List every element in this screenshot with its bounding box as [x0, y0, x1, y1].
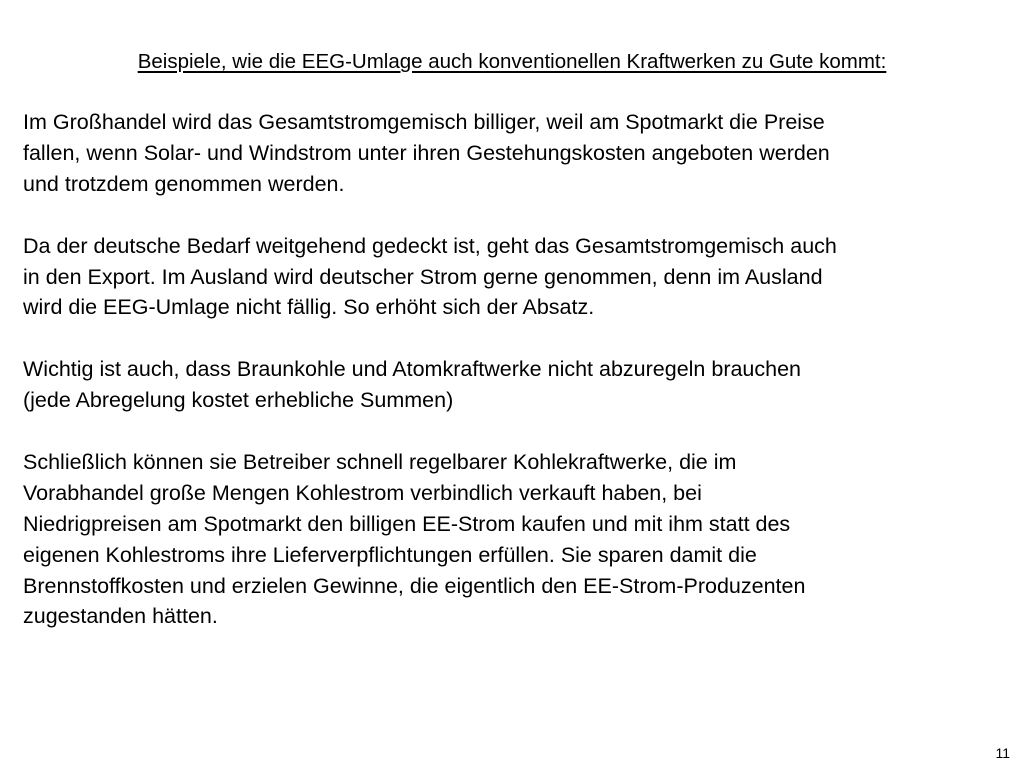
- text-line: Brennstoffkosten und erzielen Gewinne, die eigentlich den EE-Strom-Produzenten: [23, 573, 806, 598]
- page-number: 11: [995, 745, 1010, 761]
- text-line: (jede Abregelung kostet erhebliche Summen): [23, 388, 454, 413]
- text-line: Da der deutsche Bedarf weitgehend gedeckt ist, geht das Gesamtstromgemisch auch: [23, 233, 837, 258]
- text-line: Schließlich können sie Betreiber schnell regelbarer Kohlekraftwerke, die im: [23, 449, 737, 474]
- text-line: Im Großhandel wird das Gesamtstromgemisch billiger, weil am Spotmarkt die Preise: [23, 110, 825, 134]
- paragraph-spot-market: [23, 107, 1013, 200]
- text-line: eigenen Kohlestroms ihre Lieferverpflichtungen erfüllen. Sie sparen damit die: [23, 542, 757, 567]
- text-line: und trotzdem genommen werden.: [23, 171, 345, 196]
- text-line: Wichtig ist auch, dass Braunkohle und Atomkraftwerke nicht abzuregeln brauchen: [23, 357, 802, 382]
- text-line: zugestanden hätten.: [23, 604, 218, 629]
- text-line: wird die EEG-Umlage nicht fällig. So erhöht sich der Absatz.: [23, 295, 595, 320]
- paragraph-coal-plants: [23, 447, 1013, 632]
- text-line: Vorabhandel große Mengen Kohlestrom verbindlich verkauft haben, bei: [23, 480, 702, 505]
- paragraph-curtailment: [23, 354, 1013, 416]
- text-line: in den Export. Im Ausland wird deutscher Strom gerne genommen, denn im Ausland: [23, 264, 823, 289]
- slide-body: [23, 107, 1013, 663]
- slide-title: Beispiele, wie die EEG-Umlage auch konventionellen Kraftwerken zu Gute kommt:: [137, 50, 887, 73]
- paragraph-export: [23, 231, 1013, 324]
- text-line: Niedrigpreisen am Spotmarkt den billigen EE-Strom kaufen und mit ihm statt des: [23, 511, 791, 536]
- text-line: fallen, wenn Solar- und Windstrom unter ihren Gestehungskosten angeboten werden: [23, 140, 830, 165]
